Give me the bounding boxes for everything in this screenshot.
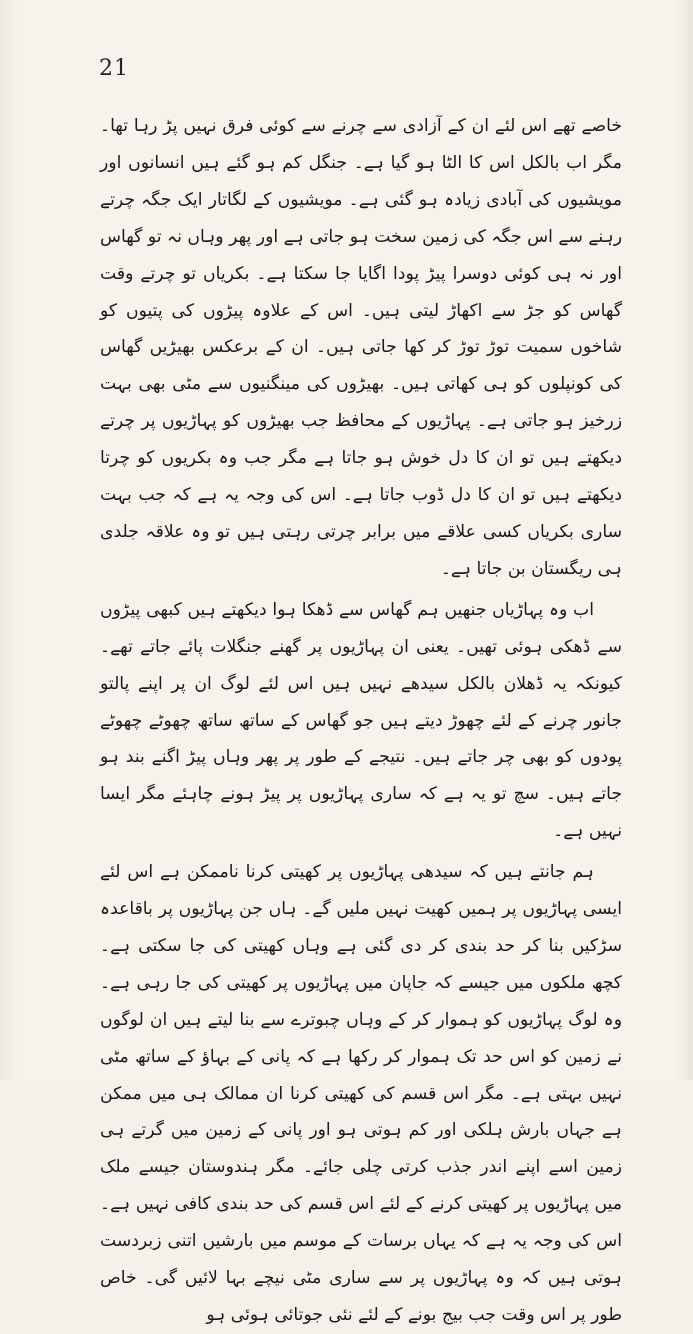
paragraph-3: ہم جانتے ہیں کہ سیدھی پہاڑیوں پر کھیتی کرنا ناممکن ہے اس لئے ایسی پہاڑیوں پر ہمیں کھیت نہیں ملیں گے۔ ہاں جن پہاڑیوں پر باقاعدہ سڑکیں بنا کر حد بندی کر دی گئی ہے وہاں کھیتی کی جا سکتی ہے۔ کچھ ملکوں میں جیسے کہ جاپان میں پہاڑیوں پر کھیتی کی جا رہی ہے۔ وہ لوگ پہاڑیوں کو ہموار کر کے وہاں چبوترے سے بنا لیتے ہیں ان لوگوں نے زمین کو اس حد تک ہموار کر رکھا ہے کہ پانی کے بہاؤ کے ساتھ مٹی نہیں بہتی ہے۔ مگر اس قسم کی کھیتی کرنا ان ممالک ہی میں ممکن ہے جہاں بارش ہلکی اور کم ہوتی ہو اور پانی کے زمین میں گرتے ہی زمین اسے اپنے اندر جذب کرتی چلی جائے۔ مگر ہندوستان جیسے ملک میں پہاڑیوں پر کھیتی کرنے کے لئے اس قسم کی حد بندی کافی نہیں ہے۔ اس کی وجہ یہ ہے کہ یہاں برسات کے موسم میں بارشیں اتنی زبردست ہوتی ہیں کہ وہ پہاڑیوں پر سے ساری مٹی نیچے بہا لائیں گی۔ خاص طور پر اس وقت جب بیج بونے کے لئے نئی جوتائی ہوئی ہو — [100, 862, 622, 1325]
page-number: 21 — [99, 56, 129, 81]
paragraph-1: خاصے تھے اس لئے ان کے آزادی سے چرنے سے کوئی فرق نہیں پڑ رہا تھا۔ مگر اب بالکل اس کا الٹا ہو گیا ہے۔ جنگل کم ہو گئے ہیں انسانوں اور مویشیوں کی آبادی زیادہ ہو گئی ہے۔ مویشیوں کے لگاتار ایک جگہ چرتے رہنے سے اس جگہ کی زمین سخت ہو جاتی ہے اور پھر وہاں نہ تو گھاس اور نہ ہی کوئی دوسرا پیڑ پودا اگایا جا سکتا ہے۔ بکریاں تو چرتے وقت گھاس کو جڑ سے اکھاڑ لیتی ہیں۔ اس کے علاوہ پیڑوں کی پتیوں کو شاخوں سمیت توڑ توڑ کر کھا جاتی ہیں۔ ان کے برعکس بھیڑیں گھاس کی کونپلوں کو ہی کھاتی ہیں۔ بھیڑوں کی مینگنیوں سے مٹی بھی بہت زرخیز ہو جاتی ہے۔ پہاڑیوں کے محافظ جب بھیڑوں کو پہاڑیوں پر چرتے دیکھتے ہیں تو ان کا دل خوش ہو جاتا ہے مگر جب وہ بکریوں کو چرتا دیکھتے ہیں تو ان کا دل ڈوب جاتا ہے۔ اس کی وجہ یہ ہے کہ جب بہت ساری بکریاں کسی علاقے میں برابر چرتی رہتی ہیں تو وہ علاقہ جلدی ہی ریگستان بن جاتا ہے۔ — [100, 116, 622, 579]
urdu-text-block — [100, 108, 622, 1334]
paragraph-2: اب وہ پہاڑیاں جنھیں ہم گھاس سے ڈھکا ہوا دیکھتے ہیں کبھی پیڑوں سے ڈھکی ہوئی تھیں۔ یعنی ان پہاڑیوں پر گھنے جنگلات پائے جاتے تھے۔ کیونکہ یہ ڈھلان بالکل سیدھے نہیں ہیں اس لئے لوگ ان پر اپنے پالتو جانور چرنے کے لئے چھوڑ دیتے ہیں جو گھاس کے ساتھ ساتھ چھوٹے چھوٹے پودوں کو بھی چر جاتے ہیں۔ نتیجے کے طور پر پھر وہاں پیڑ اگنے بند ہو جاتے ہیں۔ سچ تو یہ ہے کہ ساری پہاڑیوں پر پیڑ ہونے چاہئے مگر ایسا نہیں ہے۔ — [100, 599, 622, 842]
